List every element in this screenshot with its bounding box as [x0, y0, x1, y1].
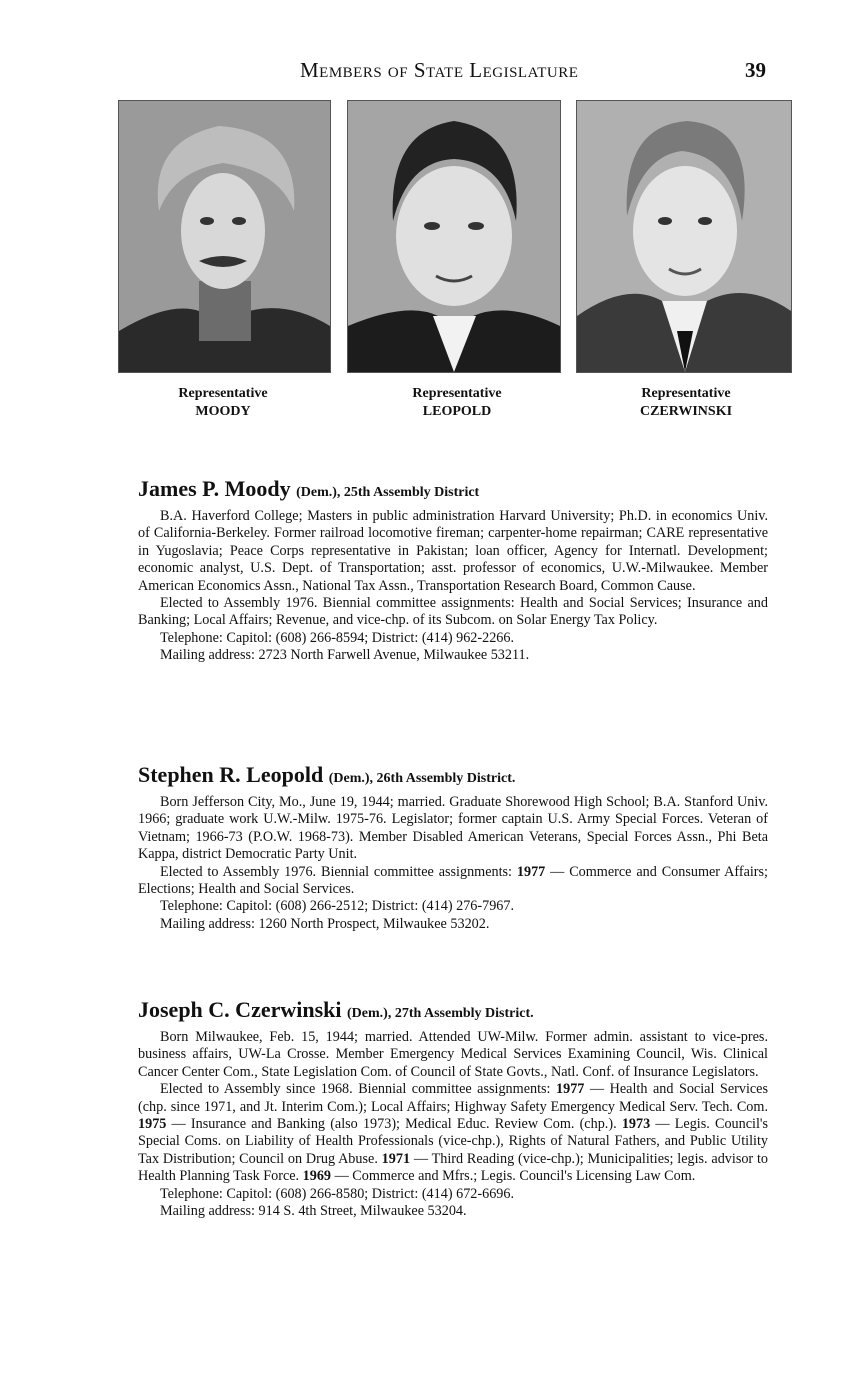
caption-surname: LEOPOLD — [422, 404, 492, 419]
photo-caption-moody — [113, 385, 333, 421]
caption-title: Representative — [178, 386, 268, 401]
page-number: 39 — [745, 58, 766, 82]
bio-telephone: Telephone: Capitol: (608) 266-8594; District: (414) 962-2266. — [160, 629, 515, 646]
bio-moody — [138, 476, 768, 665]
bio-affiliation: (Dem.), 25th Assembly District — [296, 485, 480, 500]
caption-title: Representative — [412, 386, 502, 401]
portrait-photo-moody — [118, 100, 331, 373]
bio-mailing-address: Mailing address: 2723 North Farwell Avenue, Milwaukee 53211. — [160, 647, 530, 664]
bio-background: Born Milwaukee, Feb. 15, 1944; married. Attended UW-Milw. Former admin. assistant to vice-pres. business affairs, UW-La Crosse. Member Emergency Medical Services Examining Council, Wis. Clinical Cancer Center Com., State Legislation Com. of Council of State Govts., Natl. Conf. of Insurance Legislators. — [138, 1029, 768, 1080]
bio-name: Joseph C. Czerwinski — [138, 997, 342, 1022]
bio-telephone: Telephone: Capitol: (608) 266-8580; District: (414) 672-6696. — [160, 1185, 515, 1202]
bio-mailing-address: Mailing address: 914 S. 4th Street, Milwaukee 53204. — [160, 1203, 467, 1220]
bio-background: B.A. Haverford College; Masters in public administration Harvard University; Ph.D. in economics Univ. of California-Berkeley. Former railroad locomotive fireman; carpenter-home repairman; CARE representative in Yugoslavia; Peace Corps representative in Pakistan; loan officer, Agency for Internatl. Development; economic analyst, U.S. Dept. of Transportation; asst. professor of economics, U.W.-Milwaukee. Member American Economics Assn., National Tax Assn., Transportation Research Board, Common Cause. — [138, 508, 768, 594]
caption-title: Representative — [641, 386, 731, 401]
photo-caption-czerwinski — [576, 385, 796, 421]
bio-leopold — [138, 762, 768, 933]
photo-caption-leopold — [347, 385, 567, 421]
bio-heading — [138, 997, 768, 1027]
page-title: Members of State Legislature — [300, 58, 579, 82]
bio-name: Stephen R. Leopold — [138, 762, 324, 787]
caption-surname: MOODY — [195, 404, 251, 419]
bio-mailing-address: Mailing address: 1260 North Prospect, Milwaukee 53202. — [160, 915, 490, 932]
portrait-photo-czerwinski — [576, 100, 792, 373]
bio-affiliation: (Dem.), 27th Assembly District. — [347, 1006, 534, 1021]
bio-elected: Elected to Assembly 1976. Biennial committee assignments: 1977 — Commerce and Consumer Affairs; Elections; Health and Social Services. — [138, 863, 768, 898]
caption-surname: CZERWINSKI — [639, 404, 733, 419]
bio-affiliation: (Dem.), 26th Assembly District. — [328, 771, 516, 786]
portrait-photo-leopold — [347, 100, 561, 373]
bio-heading — [138, 476, 768, 506]
bio-czerwinski — [138, 997, 768, 1220]
bio-elected: Elected to Assembly since 1968. Biennial committee assignments: 1977 — Health and Social Services (chp. since 1971, and Jt. Interim Com.); Local Affairs; Highway Safety Emergency Medical Serv. Tech. Com. 1975 — Insurance and Banking (also 1973); Medical Educ. Review Com. (chp.). 1973 — Legis. Council's Special Coms. on Liability of Health Professionals (vice-chp.), Rights of Natural Fathers, and Public Utility Tax Distribution; Council on Drug Abuse. 1971 — Third Reading (vice-chp.); Municipalities; legis. advisor to Health Planning Task Force. 1969 — Commerce and Mfrs.; Legis. Council's Licensing Law Com. — [138, 1081, 769, 1185]
bio-name: James P. Moody — [138, 476, 291, 501]
bio-heading — [138, 762, 768, 792]
bio-telephone: Telephone: Capitol: (608) 266-2512; District: (414) 276-7967. — [160, 898, 515, 915]
bio-elected: Elected to Assembly 1976. Biennial committee assignments: Health and Social Services; Insurance and Banking; Local Affairs; Revenue, and vice-chp. of its Subcom. on Solar Energy Tax Policy. — [138, 595, 768, 629]
bio-background: Born Jefferson City, Mo., June 19, 1944; married. Graduate Shorewood High School; B.A. Stanford Univ. 1966; graduate work U.W.-Milw. 1975-76. Legislator; former captain U.S. Army Special Forces. Veteran of Vietnam; 1966-73 (P.O.W. 1968-73). Member Disabled American Veterans, Special Forces Assn., Phi Beta Kappa, district Democratic Party Unit. — [138, 794, 768, 863]
